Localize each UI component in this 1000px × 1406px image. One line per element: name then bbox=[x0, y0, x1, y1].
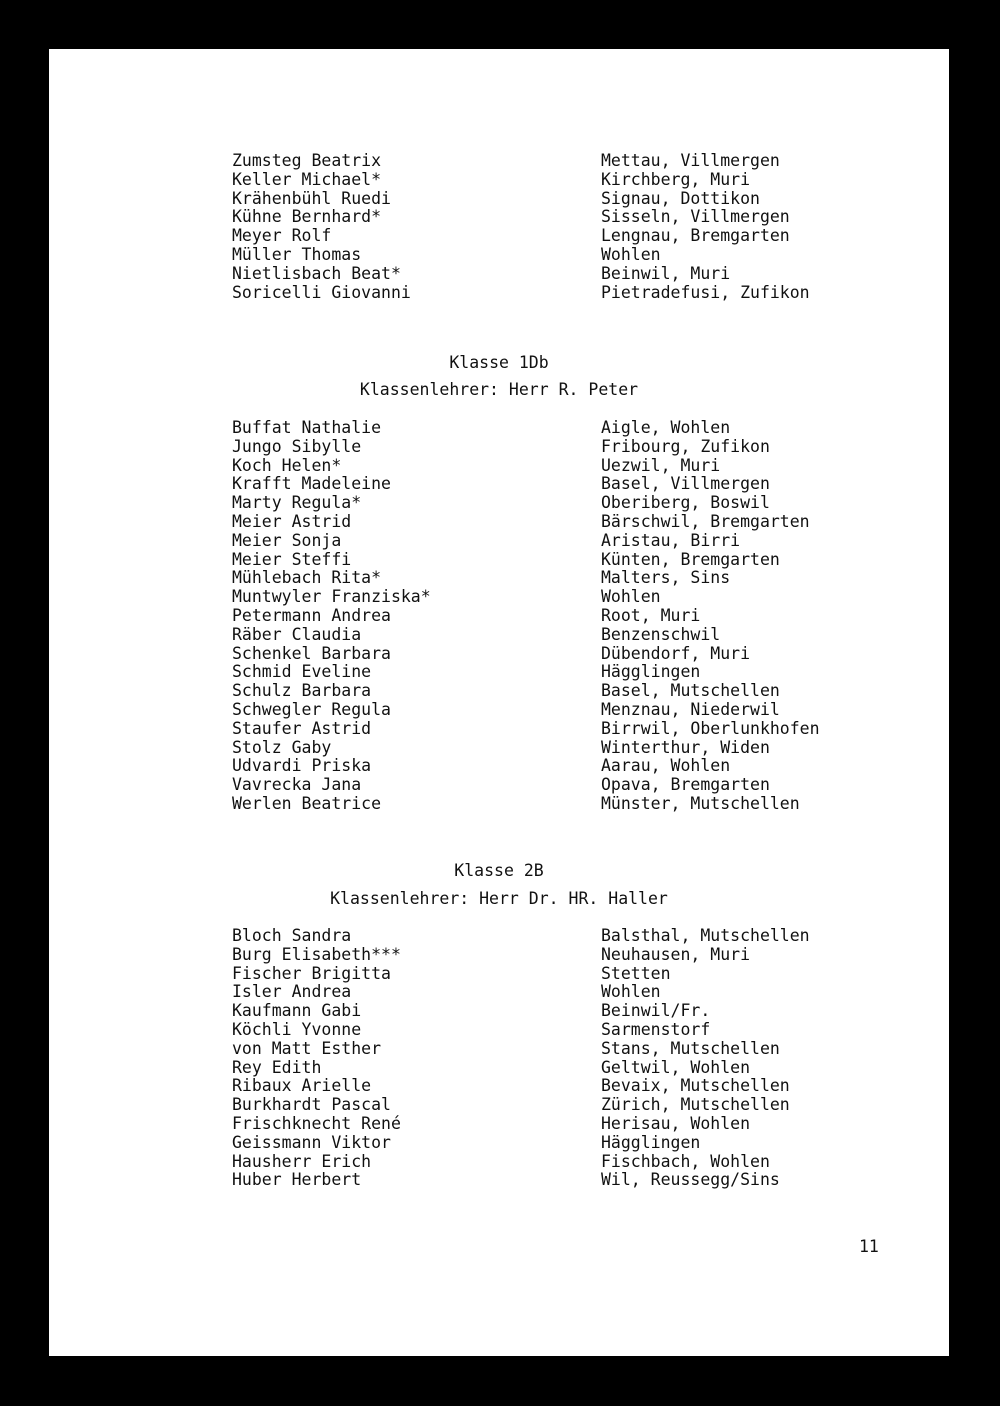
place-of-origin: Oberiberg, Boswil bbox=[601, 493, 770, 513]
student-name: Soricelli Giovanni bbox=[232, 282, 411, 302]
student-name: Jungo Sibylle bbox=[232, 436, 362, 456]
place-of-origin: Bärschwil, Bremgarten bbox=[601, 511, 810, 531]
place-of-origin: Beinwil/Fr. bbox=[601, 1001, 711, 1021]
student-name: Meier Sonja bbox=[232, 530, 342, 550]
student-name: Staufer Astrid bbox=[232, 718, 372, 738]
student-name: von Matt Esther bbox=[232, 1038, 382, 1058]
class-title-2b: Klasse 2B bbox=[454, 861, 544, 880]
student-name: Burkhardt Pascal bbox=[232, 1095, 391, 1115]
place-of-origin: Wil, Reussegg/Sins bbox=[601, 1170, 780, 1190]
place-of-origin: Signau, Dottikon bbox=[601, 188, 760, 208]
place-of-origin: Sisseln, Villmergen bbox=[601, 207, 790, 227]
student-name: Fischer Brigitta bbox=[232, 963, 391, 983]
place-of-origin: Benzenschwil bbox=[601, 624, 721, 644]
student-name: Schenkel Barbara bbox=[232, 643, 391, 663]
student-name: Müller Thomas bbox=[232, 244, 362, 264]
student-name: Buffat Nathalie bbox=[232, 418, 382, 437]
student-name: Räber Claudia bbox=[232, 624, 362, 644]
class-title-1db: Klasse 1Db bbox=[449, 353, 549, 372]
page-number: 11 bbox=[859, 1237, 879, 1256]
place-of-origin: Zürich, Mutschellen bbox=[601, 1095, 790, 1115]
place-of-origin: Künten, Bremgarten bbox=[601, 549, 780, 569]
place-of-origin: Wohlen bbox=[601, 587, 661, 607]
student-name: Frischknecht René bbox=[232, 1113, 401, 1133]
place-of-origin: Birrwil, Oberlunkhofen bbox=[601, 718, 820, 738]
place-of-origin: Bevaix, Mutschellen bbox=[601, 1076, 790, 1096]
place-of-origin: Sarmenstorf bbox=[601, 1019, 711, 1039]
student-name: Nietlisbach Beat* bbox=[232, 263, 401, 283]
student-name: Krähenbühl Ruedi bbox=[232, 188, 391, 208]
place-of-origin: Menznau, Niederwil bbox=[601, 699, 780, 719]
student-name: Meier Astrid bbox=[232, 511, 352, 531]
student-name: Meyer Rolf bbox=[232, 226, 332, 246]
place-of-origin: Neuhausen, Muri bbox=[601, 944, 751, 964]
student-name: Stolz Gaby bbox=[232, 737, 332, 757]
student-name: Ribaux Arielle bbox=[232, 1076, 372, 1096]
place-of-origin: Kirchberg, Muri bbox=[601, 169, 751, 189]
place-of-origin: Herisau, Wohlen bbox=[601, 1113, 751, 1133]
place-of-origin: Pietradefusi, Zufikon bbox=[601, 282, 810, 302]
place-of-origin: Basel, Villmergen bbox=[601, 474, 770, 494]
place-of-origin: Winterthur, Widen bbox=[601, 737, 770, 757]
place-of-origin: Fischbach, Wohlen bbox=[601, 1151, 770, 1171]
place-of-origin: Balsthal, Mutschellen bbox=[601, 926, 810, 945]
place-of-origin: Stans, Mutschellen bbox=[601, 1038, 780, 1058]
student-name: Rey Edith bbox=[232, 1057, 322, 1077]
student-name: Zumsteg Beatrix bbox=[232, 151, 382, 170]
place-of-origin: Hägglingen bbox=[601, 662, 701, 682]
student-name: Hausherr Erich bbox=[232, 1151, 372, 1171]
place-of-origin: Aristau, Birri bbox=[601, 530, 741, 550]
student-name: Petermann Andrea bbox=[232, 605, 391, 625]
place-of-origin: Uezwil, Muri bbox=[601, 455, 721, 475]
place-of-origin: Root, Muri bbox=[601, 605, 701, 625]
place-of-origin: Aarau, Wohlen bbox=[601, 756, 731, 776]
student-name: Kaufmann Gabi bbox=[232, 1001, 362, 1021]
student-name: Schmid Eveline bbox=[232, 662, 372, 682]
place-of-origin: Stetten bbox=[601, 963, 671, 983]
student-name: Geissmann Viktor bbox=[232, 1132, 391, 1152]
student-name: Marty Regula* bbox=[232, 493, 362, 513]
student-name: Burg Elisabeth*** bbox=[232, 944, 401, 964]
class-teacher-1db: Klassenlehrer: Herr R. Peter bbox=[359, 380, 639, 399]
student-name: Koch Helen* bbox=[232, 455, 342, 475]
place-of-origin: Beinwil, Muri bbox=[601, 263, 731, 283]
student-name: Schulz Barbara bbox=[232, 681, 372, 701]
student-name: Isler Andrea bbox=[232, 982, 352, 1002]
place-of-origin: Mettau, Villmergen bbox=[601, 151, 780, 170]
student-name: Vavrecka Jana bbox=[232, 775, 362, 795]
place-of-origin: Opava, Bremgarten bbox=[601, 775, 770, 795]
place-of-origin: Wohlen bbox=[601, 244, 661, 264]
student-name: Keller Michael* bbox=[232, 169, 382, 189]
place-of-origin: Dübendorf, Muri bbox=[601, 643, 751, 663]
student-name: Udvardi Priska bbox=[232, 756, 372, 776]
place-of-origin: Wohlen bbox=[601, 982, 661, 1002]
student-name: Krafft Madeleine bbox=[232, 474, 391, 494]
student-name: Köchli Yvonne bbox=[232, 1019, 362, 1039]
student-name: Kühne Bernhard* bbox=[232, 207, 382, 227]
document-page bbox=[49, 49, 949, 1356]
place-of-origin: Hägglingen bbox=[601, 1132, 701, 1152]
place-of-origin: Geltwil, Wohlen bbox=[601, 1057, 751, 1077]
student-name: Muntwyler Franziska* bbox=[232, 587, 431, 607]
place-of-origin: Basel, Mutschellen bbox=[601, 681, 780, 701]
student-name: Meier Steffi bbox=[232, 549, 352, 569]
place-of-origin: Fribourg, Zufikon bbox=[601, 436, 770, 456]
place-of-origin: Münster, Mutschellen bbox=[601, 793, 800, 813]
student-name: Werlen Beatrice bbox=[232, 793, 382, 813]
student-name: Schwegler Regula bbox=[232, 699, 391, 719]
class-teacher-2b: Klassenlehrer: Herr Dr. HR. Haller bbox=[330, 889, 668, 908]
student-name: Mühlebach Rita* bbox=[232, 568, 382, 588]
place-of-origin: Lengnau, Bremgarten bbox=[601, 226, 790, 246]
place-of-origin: Aigle, Wohlen bbox=[601, 418, 731, 437]
place-of-origin: Malters, Sins bbox=[601, 568, 731, 588]
student-name: Huber Herbert bbox=[232, 1170, 362, 1190]
student-name: Bloch Sandra bbox=[232, 926, 352, 945]
